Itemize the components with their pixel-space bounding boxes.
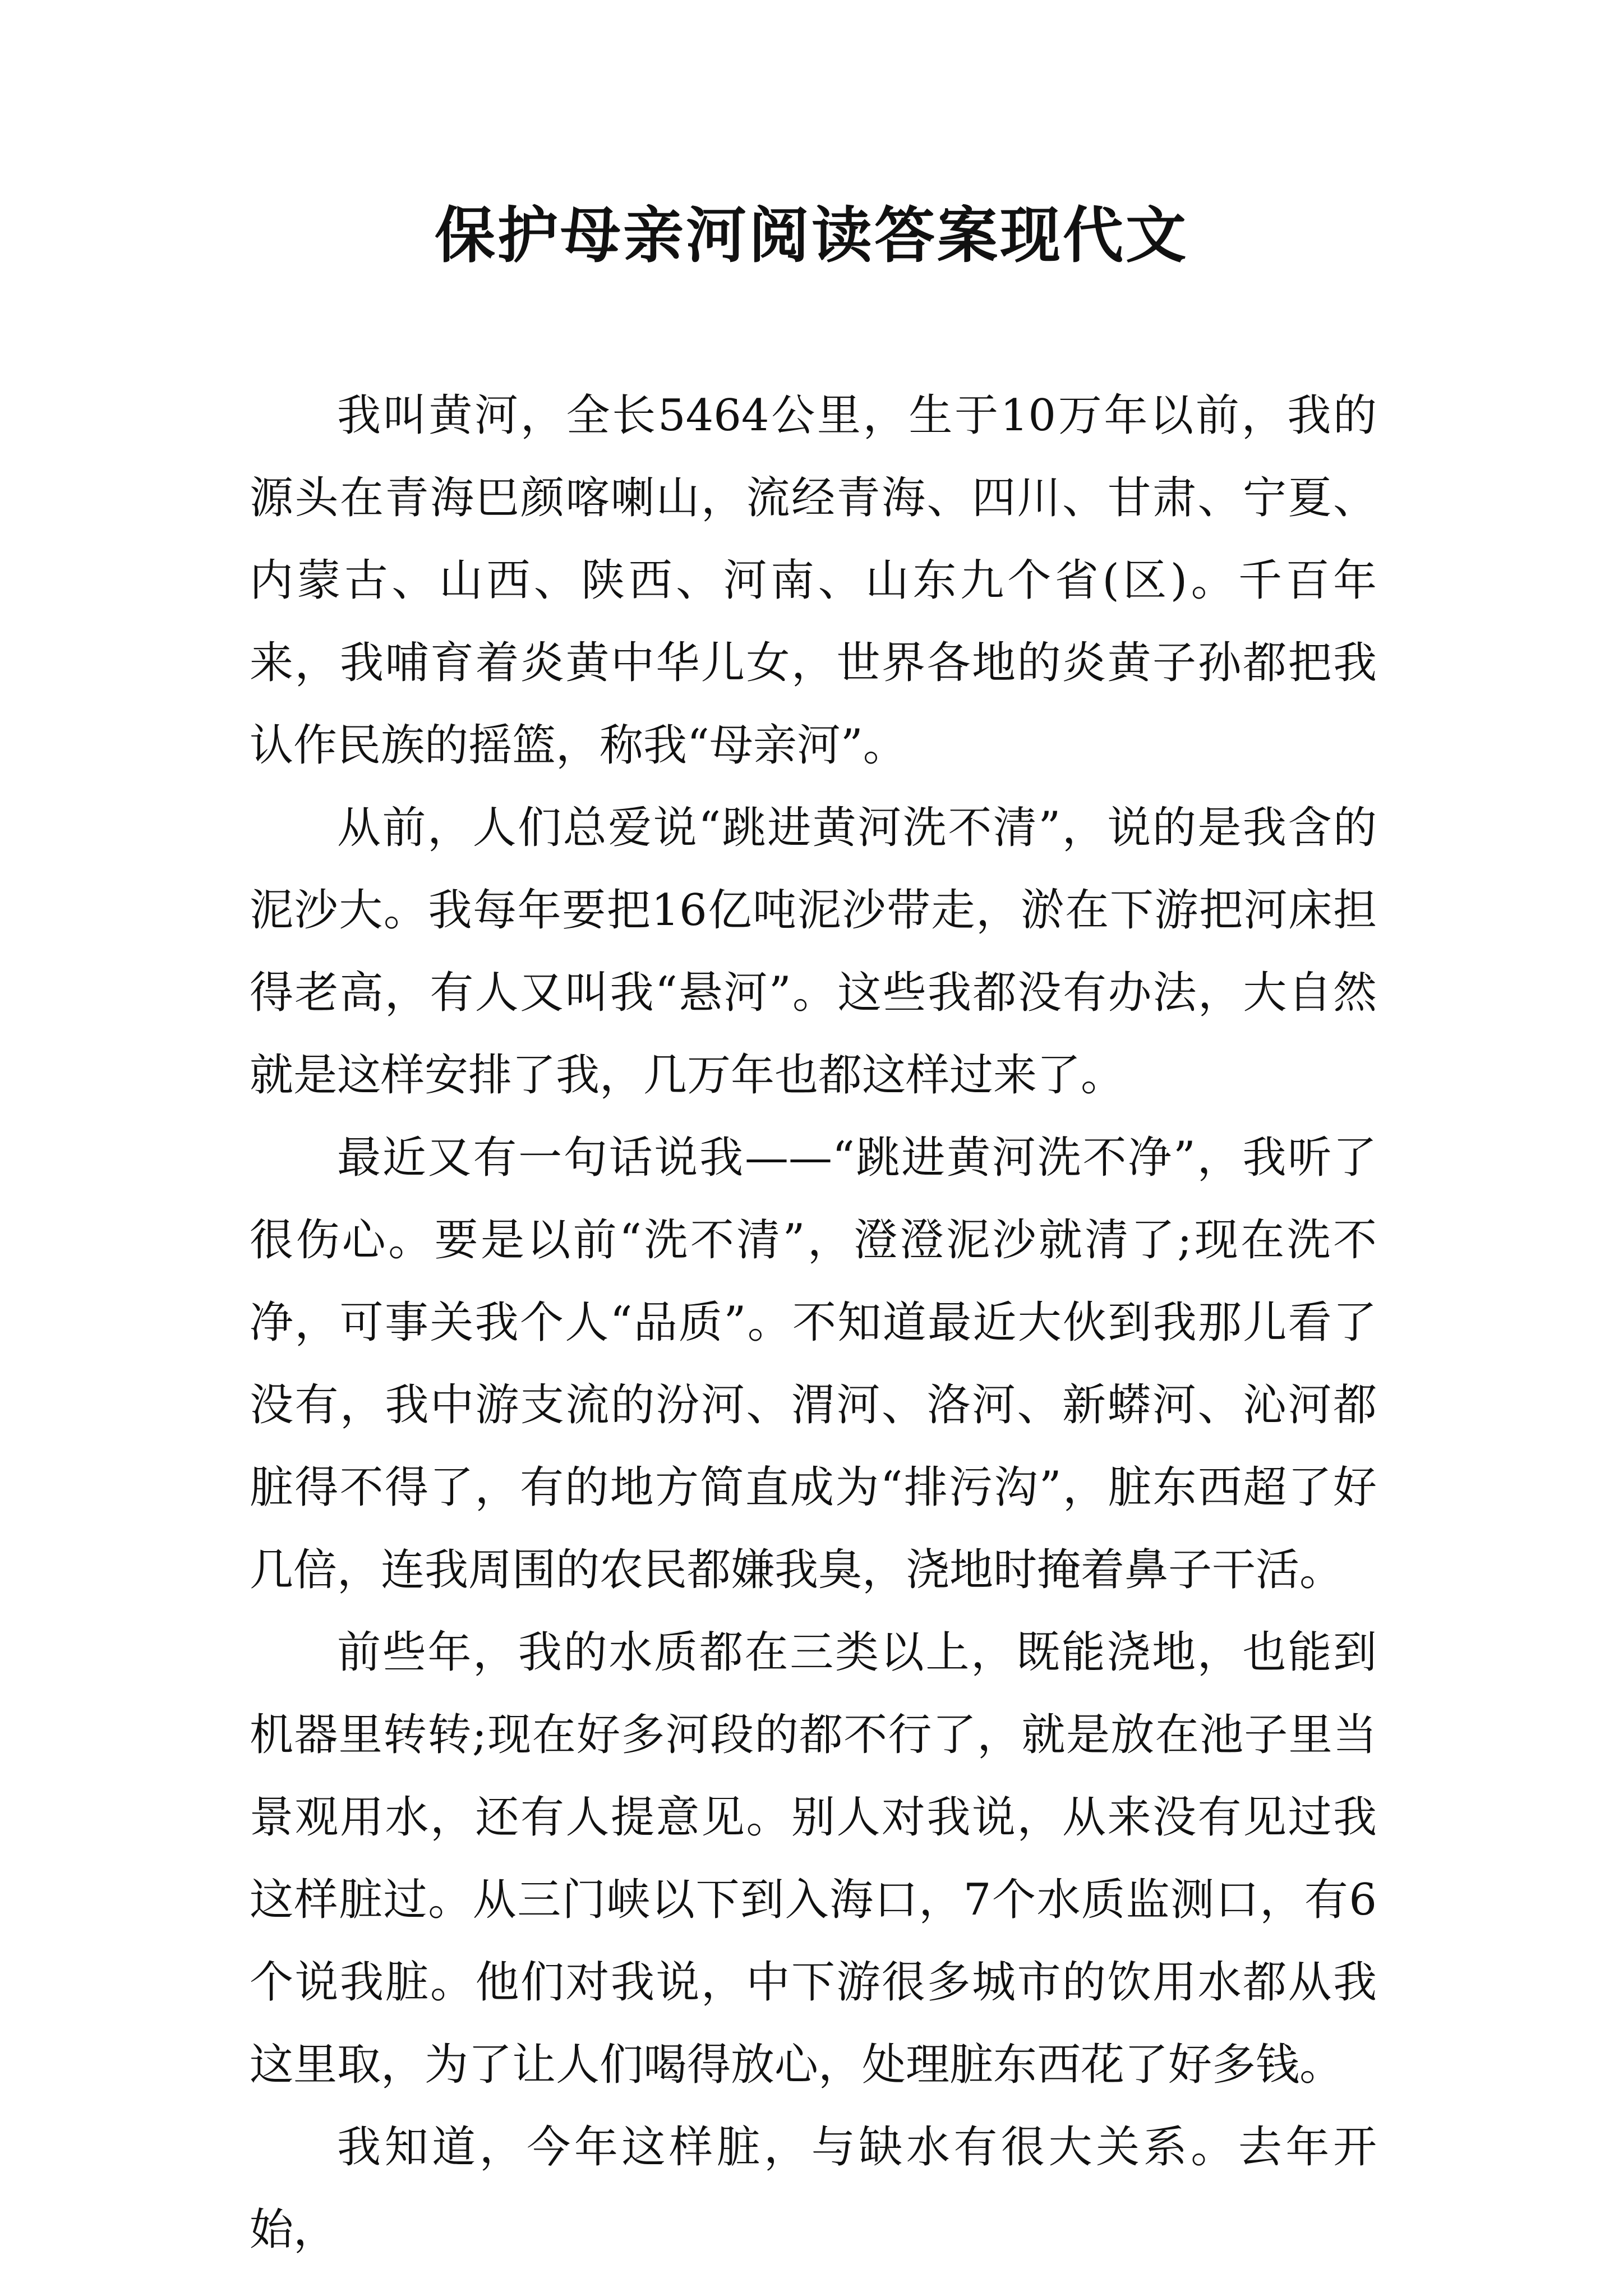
paragraph: 前些年，我的水质都在三类以上，既能浇地，也能到机器里转转;现在好多河段的都不行了，就是放在池子里当景观用水，还有人提意见。别人对我说，从来没有见过我这样脏过。从三门峡以下到入海口，7个水质监测口，有6个说我脏。他们对我说，中下游很多城市的饮用水都从我这里取，为了让人们喝得放心，处理脏东西花了好多钱。 [250, 1627, 1377, 2090]
paragraph: 从前，人们总爱说“跳进黄河洗不清”，说的是我含的泥沙大。我每年要把16亿吨泥沙带走，淤在下游把河床担得老高，有人又叫我“悬河”。这些我都没有办法，大自然就是这样安排了我，几万年也都这样过来了。 [250, 803, 1377, 1101]
document-body [250, 375, 1377, 2271]
paragraph: 我知道，今年这样脏，与缺水有很大关系。去年开始， [250, 2122, 1377, 2255]
paragraph: 我叫黄河，全长5464公里，生于10万年以前，我的源头在青海巴颜喀喇山，流经青海、四川、甘肃、宁夏、内蒙古、山西、陕西、河南、山东九个省(区)。千百年来，我哺育着炎黄中华儿女，世界各地的炎黄子孙都把我认作民族的摇篮，称我“母亲河”。 [250, 390, 1377, 771]
paragraph: 最近又有一句话说我——“跳进黄河洗不净”，我听了很伤心。要是以前“洗不清”，澄澄泥沙就清了;现在洗不净，可事关我个人“品质”。不知道最近大伙到我那儿看了没有，我中游支流的汾河、渭河、洛河、新蟒河、沁河都脏得不得了，有的地方简直成为“排污沟”，脏东西超了好几倍，连我周围的农民都嫌我臭，浇地时掩着鼻子干活。 [250, 1133, 1377, 1595]
document-title: 保护母亲河阅读答案现代文 [434, 200, 1188, 271]
